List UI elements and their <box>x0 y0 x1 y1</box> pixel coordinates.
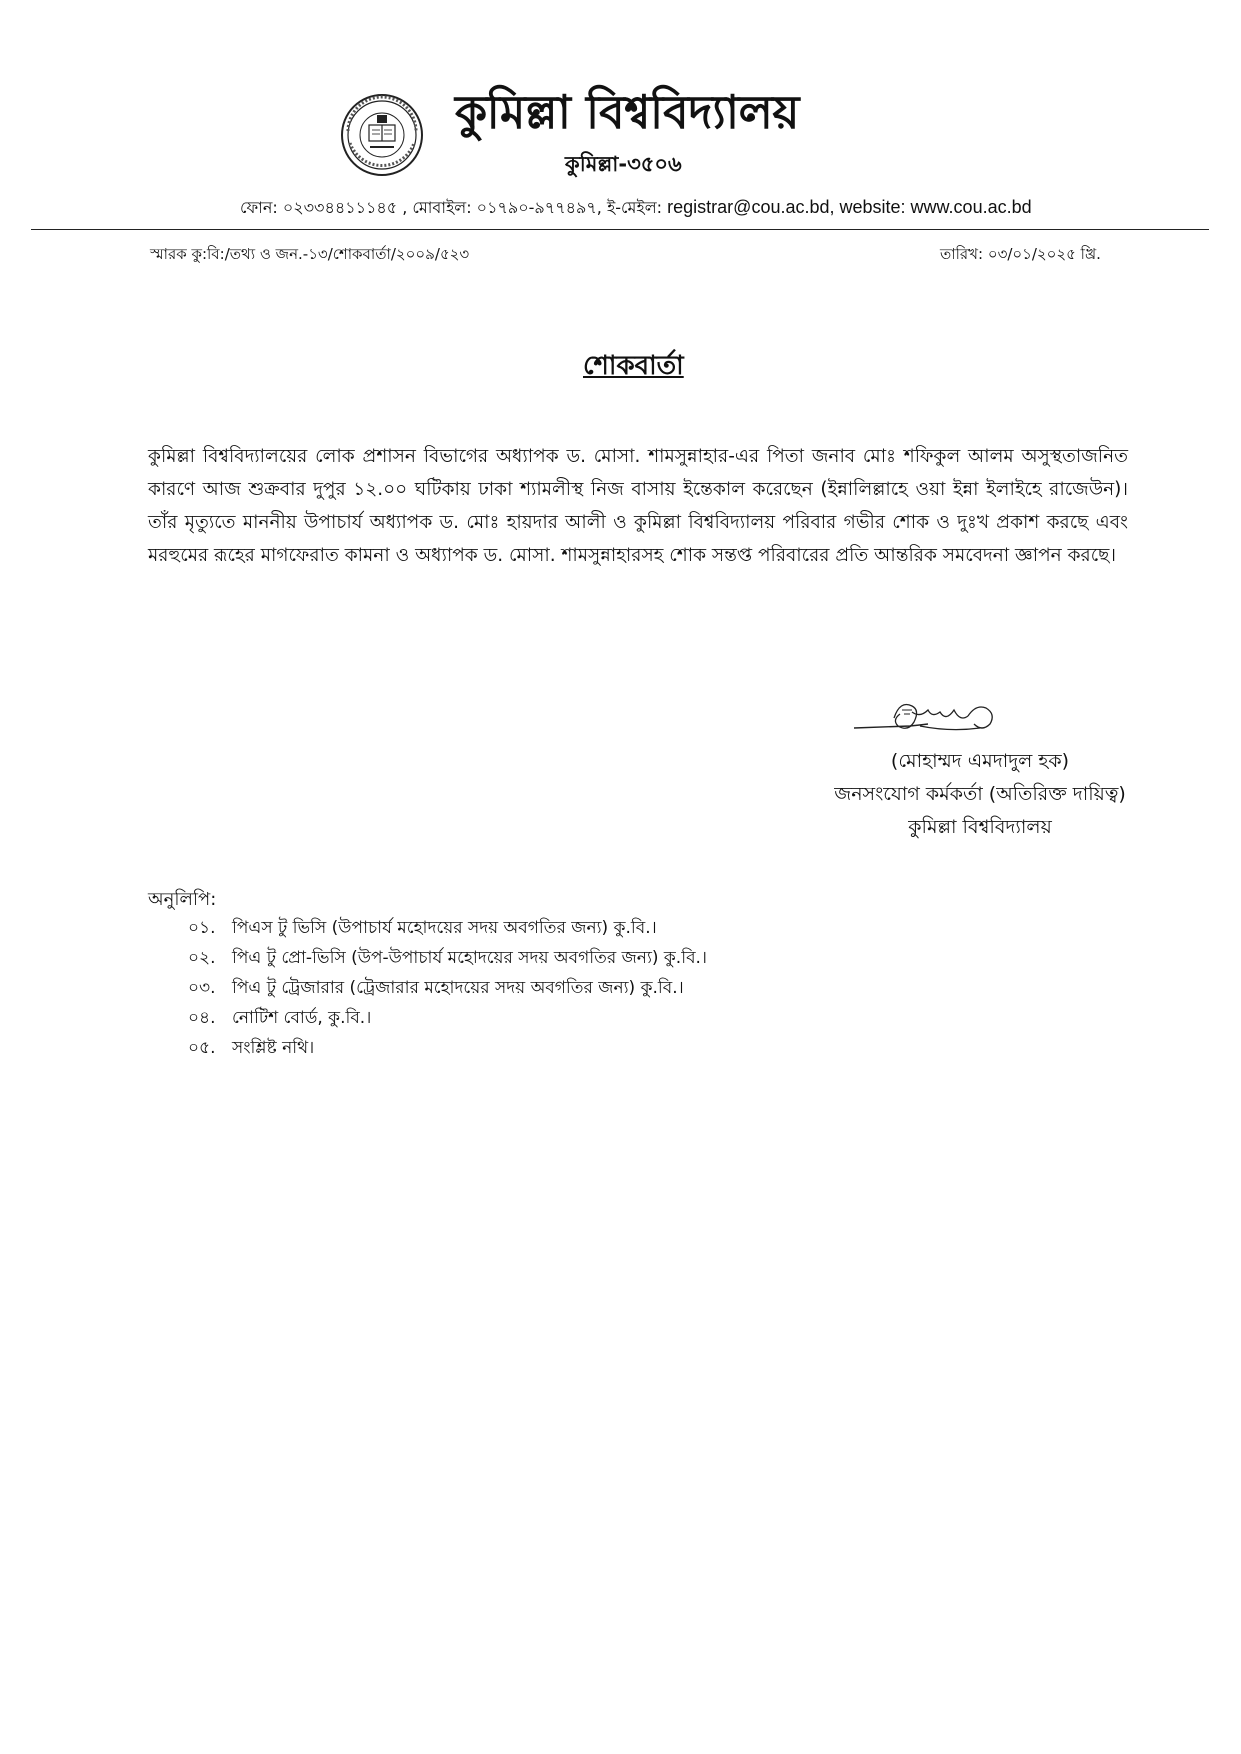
university-name: কুমিল্লা বিশ্ববিদ্যালয় <box>455 85 799 139</box>
cc-number: ০১. <box>188 918 216 938</box>
cc-text: নোটিশ বোর্ড, কু.বি.। <box>232 1008 372 1028</box>
cc-text: সংশ্লিষ্ট নথি। <box>232 1038 315 1058</box>
contact-website[interactable]: www.cou.ac.bd <box>910 197 1032 217</box>
condolence-body: কুমিল্লা বিশ্ববিদ্যালয়ের লোক প্রশাসন বিভাগের অধ্যাপক ড. মোসা. শামসুন্নাহার-এর পিতা জনাব মোঃ শফিকুল আলম অসুস্থতাজনিত কারণে আজ শুক্রবার দুপুর ১২.০০ ঘটিকায় ঢাকা শ্যামলীস্থ নিজ বাসায় ইন্তেকাল করেছেন (ইন্নালিল্লাহে ওয়া ইন্না ইলাইহে রাজেউন)। তাঁর মৃত্যুতে মাননীয় উপাচার্য অধ্যাপক ড. মোঃ হায়দার আলী ও কুমিল্লা বিশ্ববিদ্যালয় পরিবার গভীর শোক ও দুঃখ প্রকাশ করছে এবং মরহুমের রূহের মাগফেরাত কামনা ও অধ্যাপক ড. মোসা. শামসুন্নাহারসহ শোক সন্তপ্ত পরিবারের প্রতি আন্তরিক সমবেদনা জ্ঞাপন করছে। <box>148 446 1128 566</box>
memo-date: তারিখ: ০৩/০১/২০২৫ খ্রি. <box>940 245 1101 263</box>
memo-reference: স্মারক কু:বি:/তথ্য ও জন.-১৩/শোকবার্তা/২০০৯/৫২৩ <box>150 245 470 263</box>
list-item <box>188 913 707 943</box>
header-divider <box>31 229 1209 230</box>
contact-email[interactable]: registrar@cou.ac.bd <box>667 197 830 217</box>
cc-text: পিএ টু ট্রেজারার (ট্রেজারার মহোদয়ের সদয় অবগতির জন্য) কু.বি.। <box>232 978 684 998</box>
signatory-institution: কুমিল্লা বিশ্ববিদ্যালয় <box>908 816 1052 838</box>
cc-label: অনুলিপি: <box>148 889 217 910</box>
contact-line <box>240 195 1032 222</box>
document-title: শোকবার্তা <box>583 351 684 381</box>
list-item <box>188 943 707 973</box>
cc-number: ০৩. <box>188 978 216 998</box>
handwritten-signature <box>850 688 1015 748</box>
signatory-name: (মোহাম্মদ এমদাদুল হক) <box>890 750 1070 772</box>
list-item <box>188 1003 707 1033</box>
cc-number: ০৪. <box>188 1008 216 1028</box>
signatory-block <box>800 745 1160 844</box>
cc-text: পিএস টু ভিসি (উপাচার্য মহোদয়ের সদয় অবগতির জন্য) কু.বি.। <box>232 918 657 938</box>
cc-number: ০২. <box>188 948 216 968</box>
cc-number: ০৫. <box>188 1038 216 1058</box>
cc-text: পিএ টু প্রো-ভিসি (উপ-উপাচার্য মহোদয়ের সদয় অবগতির জন্য) কু.বি.। <box>232 948 708 968</box>
list-item <box>188 1033 707 1063</box>
postal-address: কুমিল্লা-৩৫০৬ <box>565 152 682 176</box>
list-item <box>188 973 707 1003</box>
contact-phone-text: ফোন: ০২৩৩৪৪১১১৪৫ , মোবাইল: ০১৭৯০-৯৭৭৪৯৭, ই-মেইল: <box>240 198 668 217</box>
university-seal-logo <box>340 93 424 177</box>
signatory-designation: জনসংযোগ কর্মকর্তা (অতিরিক্ত দায়িত্ব) <box>834 783 1126 805</box>
cc-list <box>188 913 707 1063</box>
website-label: , website: <box>829 197 911 217</box>
